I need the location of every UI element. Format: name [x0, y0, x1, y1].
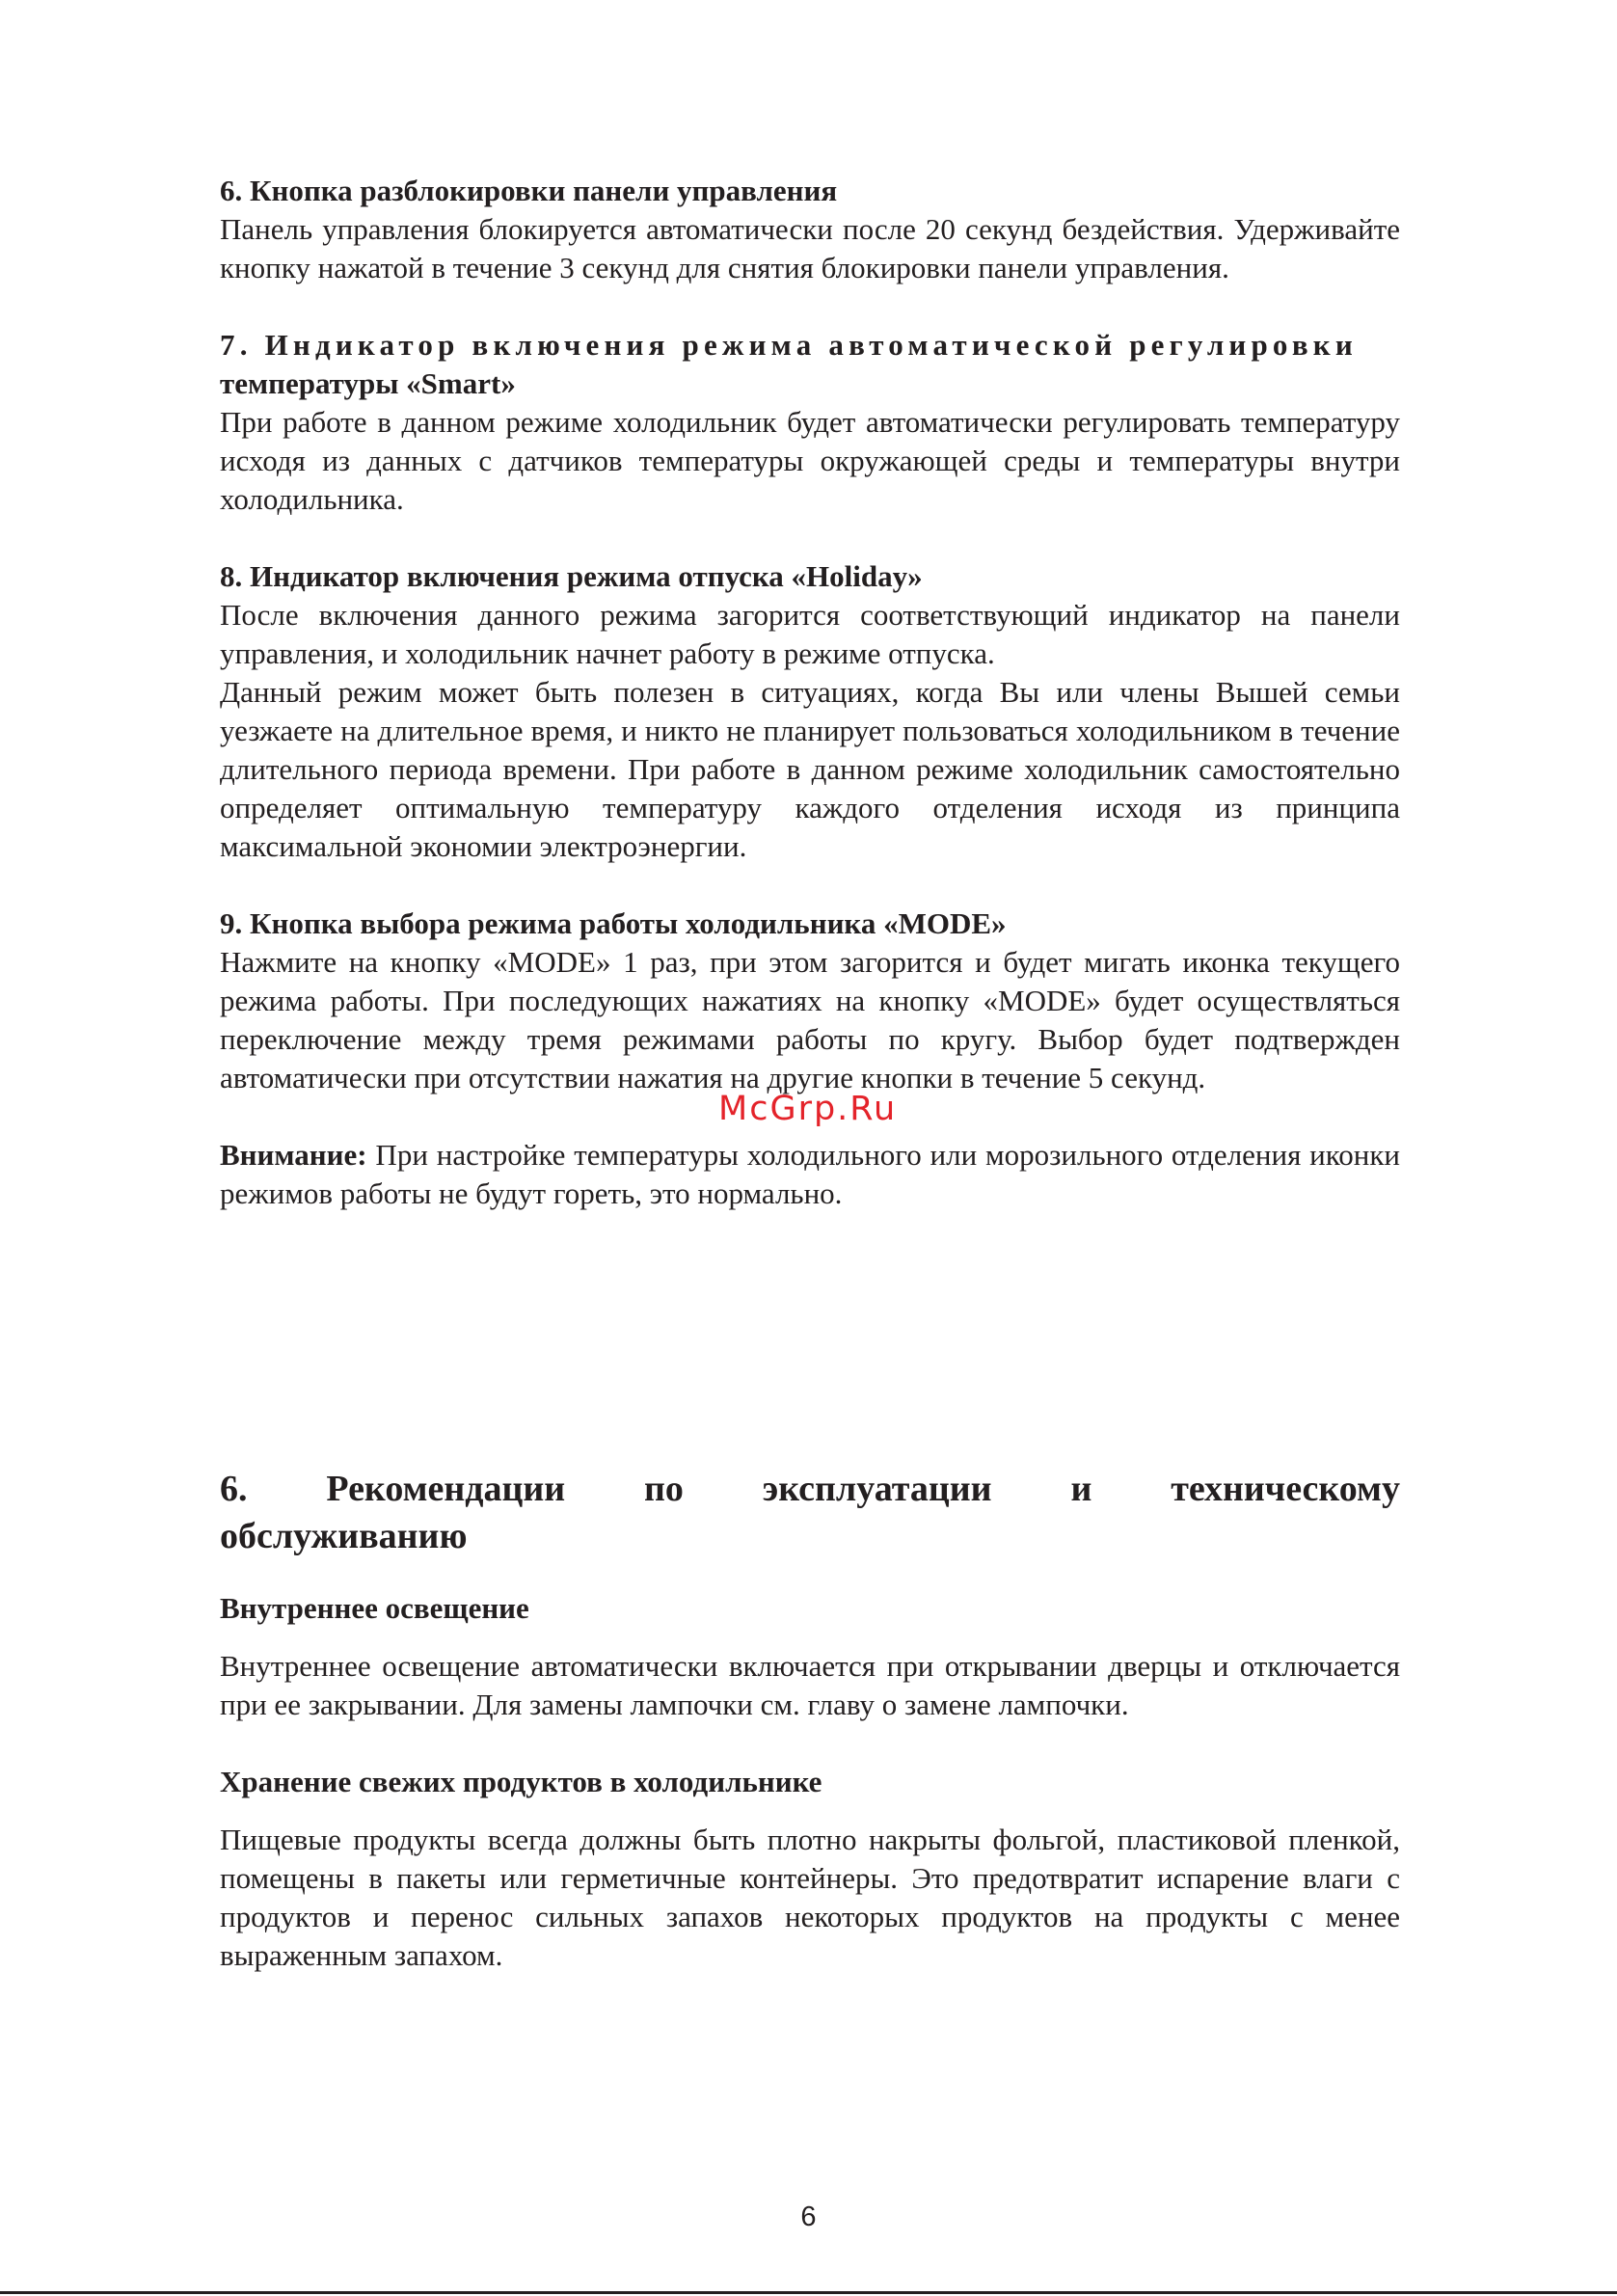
subsection-internal-lighting — [220, 1589, 1400, 1724]
section-title: 9. Кнопка выбора режима работы холодильника «MODE» — [220, 906, 1007, 940]
bottom-rule — [0, 2291, 1617, 2294]
chapter-word: по — [644, 1469, 684, 1509]
attention-label: Внимание: — [220, 1138, 367, 1172]
section-text-1: После включения данного режима загорится соответствующий индикатор на панели управления, и холодильник начнет работу в режиме отпуска. — [220, 598, 1400, 670]
section-text-2: Данный режим может быть полезен в ситуациях, когда Вы или члены Вышей семьи уезжаете на длительное время, и никто не планирует пользоваться холодильником в течение длительного периода времени. При работе в данном режиме холодильник самостоятельно определяет оптимальную температуру каждого отделения исходя из принципа максимальной экономии электроэнергии. — [220, 675, 1400, 863]
section-unlock-button — [220, 172, 1400, 287]
subsection-title: Внутреннее освещение — [220, 1591, 529, 1625]
chapter-word: Рекомендации — [326, 1469, 566, 1509]
section-mode-button — [220, 905, 1400, 1097]
attention-note — [220, 1136, 1400, 1213]
section-title-line1: 7. Индикатор включения режима автоматической регулировки — [220, 328, 1358, 362]
chapter-title-line1 — [220, 1466, 1400, 1513]
section-title-line2: температуры «Smart» — [220, 366, 516, 400]
chapter-word: техническому — [1171, 1469, 1400, 1509]
subsection-title: Хранение свежих продуктов в холодильнике — [220, 1765, 822, 1798]
subsection-text: Внутреннее освещение автоматически включается при открывании дверцы и отключается при ее закрывании. Для замены лампочки см. главу о замене лампочки. — [220, 1649, 1400, 1721]
section-text: Нажмите на кнопку «MODE» 1 раз, при этом загорится и будет мигать иконка текущего режима работы. При последующих нажатиях на кнопку «MODE» будет осуществляться переключение между тремя режимами работы по кругу. Выбор будет подтвержден автоматически при отсутствии нажатия на другие кнопки в течение 5 секунд. — [220, 945, 1400, 1094]
section-holiday-indicator — [220, 557, 1400, 866]
chapter-word: эксплуатации — [762, 1469, 992, 1509]
chapter-title — [220, 1466, 1400, 1560]
chapter-title-line2: обслуживанию — [220, 1516, 468, 1556]
attention-text: При настройке температуры холодильного или морозильного отделения иконки режимов работы не будут гореть, это нормально. — [220, 1138, 1400, 1210]
page-number: 6 — [800, 2201, 817, 2232]
watermark: McGrp.Ru — [718, 1090, 898, 1128]
section-text: Панель управления блокируется автоматически после 20 секунд бездействия. Удерживайте кнопку нажатой в течение 3 секунд для снятия блокировки панели управления. — [220, 212, 1400, 284]
section-smart-indicator — [220, 326, 1400, 519]
subsection-fresh-food-storage — [220, 1763, 1400, 1975]
chapter-number: 6. — [220, 1469, 248, 1509]
section-title: 6. Кнопка разблокировки панели управления — [220, 174, 838, 207]
section-text: При работе в данном режиме холодильник будет автоматически регулировать температуру исходя из данных с датчиков температуры окружающей среды и температуры внутри холодильника. — [220, 405, 1400, 516]
page-content — [220, 172, 1400, 1975]
section-title: 8. Индикатор включения режима отпуска «Holiday» — [220, 559, 923, 593]
subsection-text: Пищевые продукты всегда должны быть плотно накрыты фольгой, пластиковой пленкой, помещены в пакеты или герметичные контейнеры. Это предотвратит испарение влаги с продуктов и перенос сильных запахов некоторых продуктов на продукты с менее выраженным запахом. — [220, 1823, 1400, 1972]
chapter-word: и — [1070, 1469, 1092, 1509]
